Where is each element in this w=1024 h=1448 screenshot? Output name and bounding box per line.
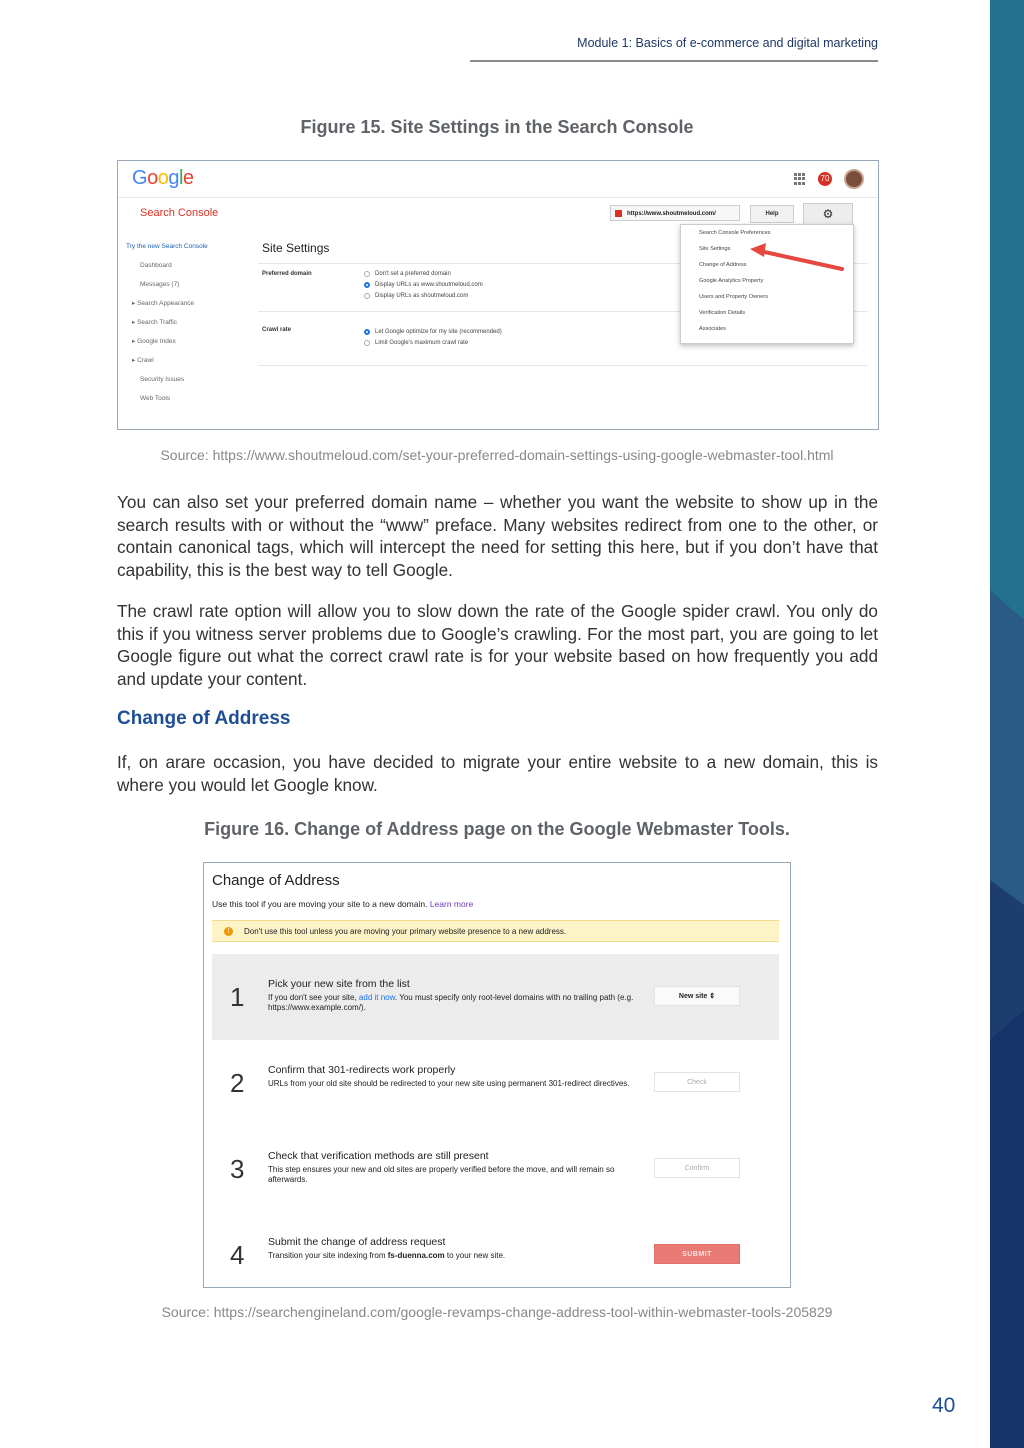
sidebar-item-try-new[interactable]: Try the new Search Console (126, 243, 208, 250)
learn-more-link[interactable]: Learn more (429, 899, 474, 909)
sidebar-item-web-tools[interactable]: Web Tools (140, 395, 171, 402)
figure-15-source: Source: https://www.shoutmeloud.com/set-your-preferred-domain-settings-using-google-webmaster-tool.html (160, 447, 834, 463)
page-number: 40 (932, 1394, 956, 1417)
help-button[interactable]: Help (750, 205, 794, 223)
menu-item-users-owners[interactable]: Users and Property Owners (699, 294, 769, 300)
settings-gear-button[interactable] (803, 203, 853, 225)
step-2 (212, 1040, 779, 1126)
crawl-rate-option[interactable]: Limit Google's maximum crawl rate (364, 340, 468, 346)
preferred-domain-option[interactable]: Display URLs as shoutmeloud.com (364, 293, 468, 299)
header-divider (118, 197, 878, 198)
sidebar-item-search-appearance[interactable]: ▸ Search Appearance (132, 300, 195, 307)
preferred-domain-option[interactable]: Display URLs as www.shoutmeloud.com (364, 282, 483, 288)
sidebar-item-google-index[interactable]: ▸ Google Index (132, 338, 176, 345)
sidebar-item-crawl[interactable]: ▸ Crawl (132, 357, 154, 364)
running-header: Module 1: Basics of e-commerce and digital marketing (470, 36, 878, 62)
decorative-side-band (990, 0, 1024, 1448)
change-of-address-screenshot (203, 862, 791, 1288)
step-description: URLs from your old site should be redirected to your new site using permanent 301-redirect directives. (268, 1079, 630, 1088)
site-settings-title: Site Settings (262, 241, 330, 255)
crawl-rate-option[interactable]: Let Google optimize for my site (recommended) (364, 329, 502, 335)
google-logo: Google (132, 167, 194, 189)
change-of-address-subtitle: Use this tool if you are moving your site to a new domain. Learn more (212, 899, 474, 909)
radio-button[interactable] (364, 340, 370, 346)
step-title: Confirm that 301-redirects work properly (268, 1064, 456, 1076)
search-console-title: Search Console (140, 207, 219, 219)
crawl-rate-label: Crawl rate (262, 327, 292, 333)
step-description: This step ensures your new and old sites are properly verified before the move, and will remain so afterwards. (268, 1165, 615, 1184)
change-of-address-title: Change of Address (212, 872, 340, 889)
step-title: Submit the change of address request (268, 1236, 446, 1248)
sidebar (126, 237, 256, 408)
menu-item-change-of-address[interactable]: Change of Address (699, 262, 747, 268)
step-description: Transition your site indexing from fs-duenna.com to your new site. (268, 1251, 506, 1260)
preferred-domain-option[interactable]: Don't set a preferred domain (364, 271, 451, 277)
step-4 (212, 1212, 779, 1288)
section-divider (258, 365, 868, 366)
radio-button-selected[interactable] (364, 282, 370, 288)
red-arrow-annotation (746, 243, 846, 283)
figure-16-source: Source: https://searchengineland.com/google-revamps-change-address-tool-within-webmaster-tools-205829 (161, 1304, 833, 1320)
notifications-icon[interactable]: 70 (818, 172, 832, 186)
menu-item-site-settings[interactable]: Site Settings (699, 246, 731, 252)
paragraph-change-of-address: If, on arare occasion, you have decided to migrate your entire website to a new domain, this is where you would let Google know. (117, 752, 878, 795)
warning-icon: ! (224, 927, 233, 936)
apps-grid-icon[interactable] (794, 173, 806, 185)
check-button[interactable]: Check (654, 1072, 740, 1092)
menu-item-analytics-property[interactable]: Google Analytics Property (699, 278, 764, 284)
submit-button[interactable]: SUBMIT (654, 1244, 740, 1264)
radio-button-selected[interactable] (364, 329, 370, 335)
paragraph-preferred-domain: You can also set your preferred domain name – whether you want the website to show up in the search results with or without the “www” preface. Many websites redirect from one to the other, or contain canonical tags, which will intercept the need for setting this here, but if you don’t have that capability, this is the best way to tell Google. (117, 492, 878, 580)
step-number: 3 (230, 1154, 245, 1184)
radio-button[interactable] (364, 271, 370, 277)
avatar[interactable] (844, 169, 864, 189)
step-3 (212, 1126, 779, 1212)
step-number: 2 (230, 1068, 245, 1098)
warning-banner: ! Don't use this tool unless you are moving your primary website presence to a new address. (212, 920, 779, 942)
menu-item-preferences[interactable]: Search Console Preferences (699, 230, 771, 236)
sidebar-item-security-issues[interactable]: Security Issues (140, 376, 185, 383)
step-1 (212, 954, 779, 1040)
figure-15-caption: Figure 15. Site Settings in the Search Console (300, 117, 694, 137)
menu-item-verification[interactable]: Verification Details (699, 310, 746, 316)
menu-item-associates[interactable]: Associates (699, 326, 727, 332)
step-number: 1 (230, 982, 245, 1012)
step-title: Pick your new site from the list (268, 978, 410, 990)
step-number: 4 (230, 1240, 245, 1270)
confirm-button[interactable]: Confirm (654, 1158, 740, 1178)
property-select[interactable]: https://www.shoutmeloud.com/ (610, 205, 740, 221)
gear-icon: ⚙ (822, 207, 834, 221)
radio-button[interactable] (364, 293, 370, 299)
settings-dropdown-menu (680, 224, 854, 344)
section-heading-change-of-address: Change of Address (117, 708, 291, 729)
sidebar-item-messages[interactable]: Messages (7) (140, 281, 180, 288)
step-title: Check that verification methods are still present (268, 1150, 489, 1162)
paragraph-crawl-rate: The crawl rate option will allow you to slow down the rate of the Google spider crawl. You only do this if you witness server problems due to Google’s crawling. For the most part, you are going to let Google figure out what the correct crawl rate is for your website based on how frequently you add and update your content. (117, 601, 878, 689)
preferred-domain-label: Preferred domain (262, 271, 312, 277)
search-console-screenshot (117, 160, 879, 430)
property-icon (615, 210, 622, 217)
sidebar-item-dashboard[interactable]: Dashboard (140, 262, 172, 269)
add-it-now-link[interactable]: add it now (358, 993, 395, 1002)
sidebar-item-search-traffic[interactable]: ▸ Search Traffic (132, 319, 178, 326)
step-description: If you don't see your site, add it now. You must specify only root-level domains with no trailing path (e.g. https://www.example.com/). (268, 993, 634, 1012)
new-site-select[interactable]: New site ⇕ (654, 986, 740, 1006)
figure-16-caption: Figure 16. Change of Address page on the Google Webmaster Tools. (204, 819, 790, 839)
